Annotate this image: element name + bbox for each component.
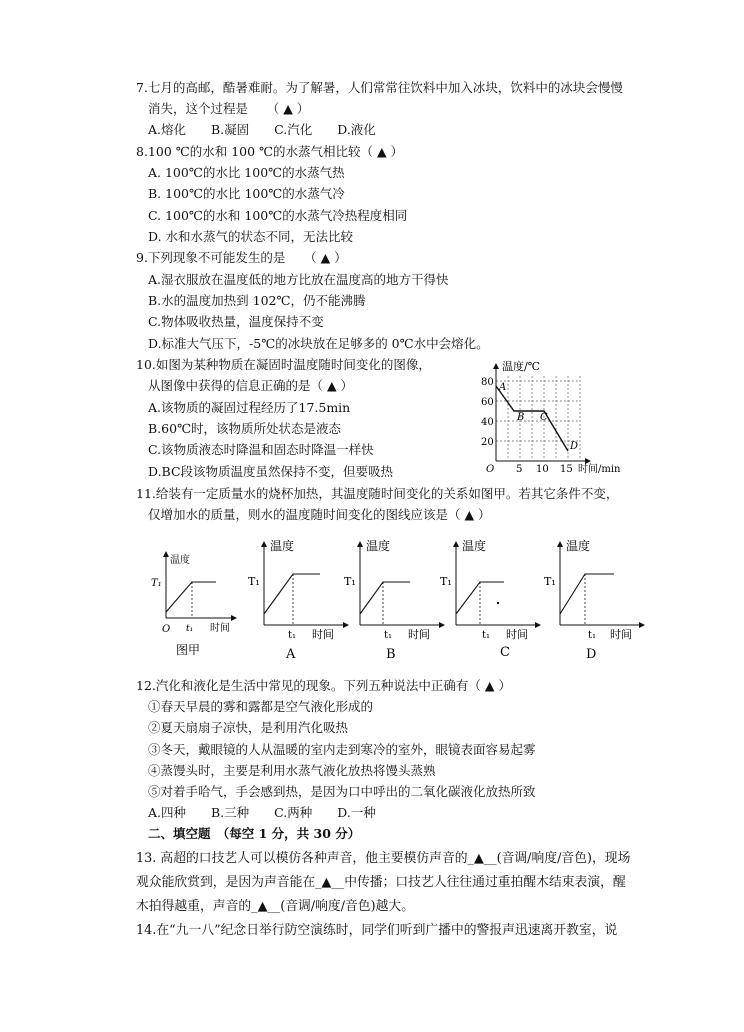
q10-xtick-5: 5 <box>516 464 523 475</box>
q10-ytick-80: 80 <box>481 377 494 388</box>
q9-option-d: D.标准大气压下，-5℃的冰块放在足够多的 0℃水中会熔化。 <box>148 336 489 351</box>
q13-line2: 观众能欣赏到，是因为声音能在_▲__中传播；口技艺人往往通过重拍醒木结束表演，醒 <box>136 875 626 890</box>
q10-temperature-graph <box>472 358 640 478</box>
q10-xtick-15: 15 <box>560 464 573 475</box>
c-caption: C <box>500 645 510 660</box>
a-ylabel: 温度 <box>270 539 295 553</box>
q11-line2: 仅增加水的质量，则水的温度随时间变化的图线应该是（ ▲ ） <box>148 507 491 522</box>
q10-ytick-40: 40 <box>481 417 494 428</box>
q11-graphs <box>148 530 648 665</box>
q10-point-c: C <box>540 412 548 423</box>
q12-statement-3: ③冬天，戴眼镜的人从温暖的室内走到寒冷的室外，眼镜表面容易起雾 <box>148 742 536 757</box>
graph-option-a <box>248 538 348 662</box>
graph-option-d <box>544 538 644 662</box>
q13-line1: 13. 高超的口技艺人可以模仿各种声音，他主要模仿声音的_▲__(音调/响度/音色)，现场 <box>136 851 631 866</box>
q9-stem: 9.下列现象不可能发生的是 （ ▲ ） <box>136 250 347 265</box>
q7-line1: 7.七月的高邮，酷暑难耐。为了解暑，人们常常往饮料中加入冰块，饮料中的冰块会慢慢 <box>136 80 623 95</box>
q10-point-a: A <box>499 382 507 393</box>
q11-line1: 11.给装有一定质量水的烧杯加热，其温度随时间变化的关系如图甲。若其它条件不变， <box>136 486 619 501</box>
b-ylabel: 温度 <box>366 539 391 553</box>
c-tick: t₁ <box>482 630 491 641</box>
section-fill-in-title: 二、填空题 （每空 1 分，共 30 分） <box>148 826 361 841</box>
q10-xlabel: 时间/min <box>578 464 621 475</box>
graph-jia <box>151 552 236 657</box>
q9-option-b: B.水的温度加热到 102℃，仍不能沸腾 <box>148 293 366 308</box>
jia-caption: 图甲 <box>176 643 201 657</box>
d-ylabel: 温度 <box>566 539 591 553</box>
q7-line2: 消失，这个过程是 （ ▲ ） <box>148 101 310 116</box>
b-tick: t₁ <box>384 630 393 641</box>
b-caption: B <box>386 647 396 662</box>
a-t1: T₁ <box>248 575 260 588</box>
q12-statement-5: ⑤对着手哈气，手会感到热，是因为口中呼出的二氧化碳液化放热所致 <box>148 784 536 799</box>
q8-option-d: D. 水和水蒸气的状态不同，无法比较 <box>148 229 354 244</box>
graph-option-b <box>344 538 444 662</box>
q9-option-c: C.物体吸收热量，温度保持不变 <box>148 314 324 329</box>
q10-line2: 从图像中获得的信息正确的是（ ▲ ） <box>148 378 354 393</box>
d-t1: T₁ <box>544 575 556 588</box>
q10-point-d: D <box>570 441 579 452</box>
jia-tick: t₁ <box>186 624 194 634</box>
q12-stem: 12.汽化和液化是生活中常见的现象。下列五种说法中正确有（ ▲ ） <box>136 678 511 693</box>
d-xlabel: 时间 <box>610 628 632 641</box>
q12-statement-4: ④蒸馒头时，主要是利用水蒸气液化放热将馒头蒸熟 <box>148 763 436 778</box>
a-tick: t₁ <box>288 630 297 641</box>
q12-options: A.四种 B.三种 C.两种 D.一种 <box>148 805 376 820</box>
c-t1: T₁ <box>440 575 452 588</box>
b-xlabel: 时间 <box>408 628 430 641</box>
d-tick: t₁ <box>588 630 597 641</box>
q10-line1: 10.如图为某种物质在凝固时温度随时间变化的图像， <box>136 357 431 372</box>
a-xlabel: 时间 <box>312 628 334 641</box>
jia-t1: T₁ <box>151 578 162 589</box>
q10-option-d: D.BC段该物质温度虽然保持不变，但要吸热 <box>148 464 394 479</box>
jia-ylabel: 温度 <box>170 555 190 566</box>
q10-option-a: A.该物质的凝固过程经历了17.5min <box>148 400 351 415</box>
q8-option-b: B. 100℃的水比 100℃的水蒸气冷 <box>148 186 345 201</box>
q8-option-c: C. 100℃的水和 100℃的水蒸气冷热程度相同 <box>148 208 408 223</box>
c-xlabel: 时间 <box>506 628 528 641</box>
q10-ytick-20: 20 <box>481 437 494 448</box>
q8-option-a: A. 100℃的水比 100℃的水蒸气热 <box>148 165 345 180</box>
a-caption: A <box>286 647 296 662</box>
d-caption: D <box>586 647 597 662</box>
jia-xlabel: 时间 <box>210 623 230 634</box>
q12-statement-2: ②夏天扇扇子凉快，是利用汽化吸热 <box>148 720 349 735</box>
jia-origin: O <box>162 624 171 635</box>
q10-ytick-60: 60 <box>481 397 494 408</box>
q9-option-a: A.湿衣服放在温度低的地方比放在温度高的地方干得快 <box>148 272 449 287</box>
graph-option-c <box>440 538 540 660</box>
q13-line3: 木拍得越重，声音的_▲__(音调/响度/音色)越大。 <box>136 899 414 914</box>
q10-option-b: B.60℃时，该物质所处状态是液态 <box>148 421 342 436</box>
q7-options: A.熔化 B.凝固 C.汽化 D.液化 <box>148 122 376 137</box>
q10-ylabel: 温度/℃ <box>502 360 541 373</box>
q10-option-c: C.该物质液态时降温和固态时降温一样快 <box>148 442 374 457</box>
q10-point-b: B <box>517 412 525 423</box>
q10-xtick-10: 10 <box>536 464 549 475</box>
q12-statement-1: ①春天早晨的雾和露都是空气液化形成的 <box>148 699 374 714</box>
q14-line1: 14.在“九一八”纪念日举行防空演练时，同学们听到广播中的警报声迅速离开教室，说 <box>136 923 618 938</box>
q10-origin: O <box>486 464 495 475</box>
c-ylabel: 温度 <box>462 539 487 553</box>
b-t1: T₁ <box>344 575 356 588</box>
q8-stem: 8.100 ℃的水和 100 ℃的水蒸气相比较（ ▲ ） <box>136 144 404 159</box>
